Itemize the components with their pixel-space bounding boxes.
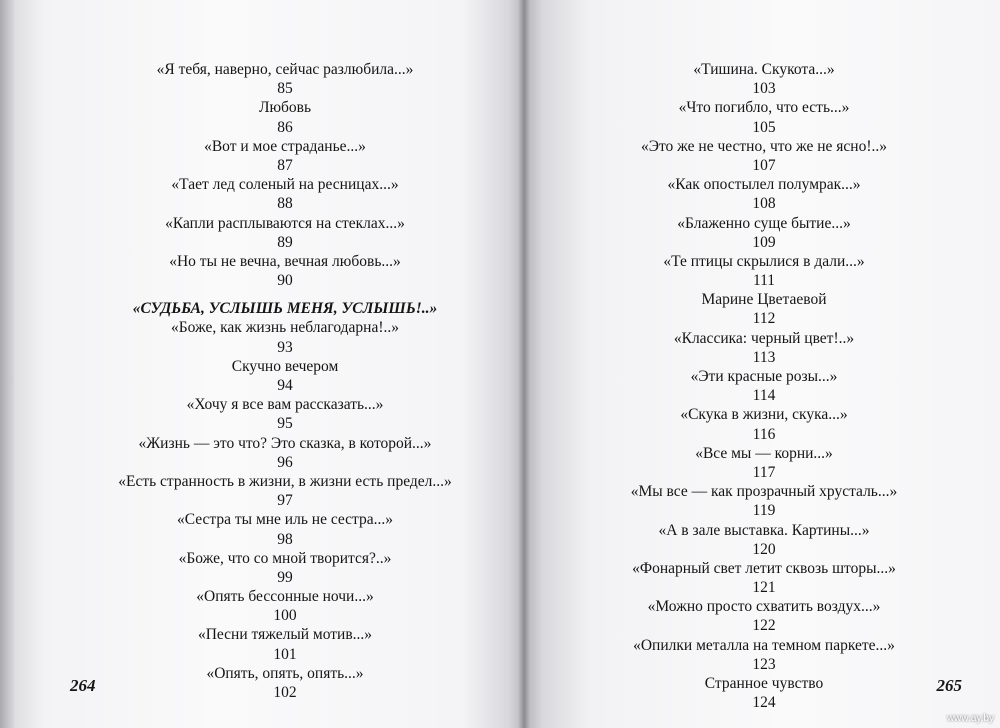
toc-entry-page-number: 108	[752, 195, 776, 213]
toc-entry-page-number: 103	[752, 80, 776, 98]
toc-entry	[54, 434, 516, 472]
toc-entry-title: «Тишина. Скукота...»	[693, 61, 835, 78]
toc-entry-title: «Это же не честно, что же не ясно!..»	[640, 137, 887, 155]
toc-entry-title: «Хочу я все вам рассказать...»	[186, 396, 384, 414]
toc-entry	[54, 702, 516, 728]
toc-entry	[54, 98, 516, 136]
section-heading: «СУДЬБА, УСЛЫШЬ МЕНЯ, УСЛЫШЬ!..»	[132, 300, 438, 318]
page-stack-edge	[0, 0, 14, 728]
toc-entry-page-number: 98	[277, 530, 293, 548]
toc-entry	[544, 329, 984, 367]
toc-entry	[544, 405, 984, 443]
toc-entry	[544, 444, 984, 482]
watermark: www.ay.by	[946, 713, 994, 724]
toc-entry-page-number: 86	[277, 118, 293, 136]
toc-entry-page-number: 88	[277, 195, 293, 213]
toc-entry-page-number: 121	[752, 579, 776, 597]
toc-entry-title: Любовь	[258, 99, 312, 117]
left-page	[14, 0, 524, 728]
toc-entry-title: «Скука в жизни, скука...»	[680, 406, 848, 424]
table-of-contents-right	[544, 60, 984, 712]
toc-entry-page-number: 96	[277, 453, 293, 471]
toc-entry	[544, 252, 984, 290]
right-page	[524, 0, 1000, 728]
toc-entry-page-number: 100	[273, 607, 297, 625]
toc-entry-page-number: 93	[277, 338, 293, 356]
toc-entry	[544, 636, 984, 674]
toc-entry-page-number: 90	[277, 272, 293, 290]
toc-entry-title	[54, 702, 516, 721]
toc-entry	[544, 482, 984, 520]
toc-entry-title: «Опять бессонные ночи...»	[196, 588, 374, 606]
toc-entry-title: «Можно просто схватить воздух...»	[647, 598, 881, 616]
toc-entry	[544, 597, 984, 635]
toc-entry	[54, 318, 516, 356]
toc-entry-title: «Как опостылел полумрак...»	[667, 176, 861, 194]
toc-entry	[544, 559, 984, 597]
toc-entry-page-number: 114	[752, 387, 776, 405]
toc-entry-page-number: 113	[752, 348, 776, 366]
toc-entry-page-number: 109	[752, 233, 776, 251]
toc-entry-title: «Сестра ты мне иль не сестра...»	[176, 511, 394, 529]
toc-entry	[54, 252, 516, 290]
toc-entry-title: «Блаженно суще бытие...»	[677, 214, 851, 232]
toc-entry-title: «Вот и мое страданье...»	[204, 137, 366, 155]
toc-entry	[54, 587, 516, 625]
page-number-right: 265	[936, 676, 962, 695]
toc-entry-title: «Все мы — корни...»	[695, 444, 833, 462]
toc-entry	[54, 357, 516, 395]
toc-entry-title: «Есть странность в жизни, в жизни есть предел...»	[118, 472, 452, 490]
toc-entry-page-number: 85	[277, 80, 293, 98]
toc-entry-title: «Эти красные розы...»	[690, 368, 838, 385]
toc-entry-page-number: 124	[752, 694, 776, 712]
toc-entry-page-number: 87	[277, 156, 293, 174]
toc-entry-page-number: 95	[277, 415, 293, 433]
toc-entry-title: «Боже, что со мной творится?..»	[178, 549, 392, 567]
toc-entry	[544, 367, 984, 405]
toc-entry	[544, 137, 984, 175]
toc-entry-page-number: 120	[752, 540, 776, 558]
toc-entry	[544, 674, 984, 712]
toc-entry-page-number: 101	[273, 645, 297, 663]
toc-entry-page-number: 123	[752, 655, 776, 673]
table-of-contents-left	[54, 60, 516, 728]
toc-entry	[54, 60, 516, 98]
toc-entry-page-number: 89	[277, 233, 293, 251]
toc-entry-page-number	[54, 721, 516, 728]
toc-entry-title: «Жизнь — это что? Это сказка, в которой...»	[138, 434, 432, 452]
toc-entry-title: «Что погибло, что есть...»	[678, 99, 850, 117]
toc-entry-page-number: 112	[752, 310, 776, 328]
toc-entry	[54, 625, 516, 663]
toc-entry	[544, 98, 984, 136]
toc-entry-page-number: 97	[277, 492, 293, 510]
toc-entry-title: «Фонарный свет летит сквозь шторы...»	[632, 559, 896, 577]
toc-entry-page-number: 105	[752, 118, 776, 136]
toc-entry-title: «Опять, опять, опять...»	[206, 664, 364, 682]
toc-entry-title: «Те птицы скрылися в дали...»	[663, 252, 865, 270]
toc-entry-title: «Песни тяжелый мотив...»	[197, 626, 373, 644]
toc-entry-title: «Мы все — как прозрачный хрусталь...»	[630, 483, 898, 501]
page-number-left: 264	[70, 676, 96, 695]
toc-entry	[54, 137, 516, 175]
toc-entry	[54, 214, 516, 252]
toc-entry	[544, 175, 984, 213]
toc-entry	[54, 395, 516, 433]
toc-entry-page-number: 122	[752, 617, 776, 635]
toc-entry	[54, 510, 516, 548]
toc-entry	[544, 214, 984, 252]
book-gutter	[518, 0, 530, 728]
toc-entry-page-number: 102	[273, 684, 297, 702]
toc-entry-title: Марине Цветаевой	[701, 291, 827, 309]
toc-entry-title: «А в зале выставка. Картины...»	[658, 521, 870, 539]
toc-entry-title: «Тает лед соленый на ресницах...»	[171, 176, 399, 194]
toc-entry-title: «Капли расплываются на стеклах...»	[165, 214, 405, 232]
toc-entry-title: «Я тебя, наверно, сейчас разлюбила...»	[156, 61, 414, 78]
toc-entry-title: «Но ты не вечна, вечная любовь...»	[169, 252, 401, 270]
toc-entry	[544, 290, 984, 328]
toc-entry-title: «Боже, как жизнь неблагодарна!..»	[170, 319, 399, 337]
toc-entry	[544, 521, 984, 559]
toc-entry	[54, 175, 516, 213]
toc-entry-page-number: 119	[752, 502, 776, 520]
toc-entry-title: Скучно вечером	[231, 357, 339, 375]
toc-section	[54, 299, 516, 318]
toc-entry-title: «Классика: черный цвет!..»	[673, 329, 855, 347]
toc-entry	[54, 549, 516, 587]
toc-entry-title: Странное чувство	[704, 675, 824, 692]
toc-entry-page-number: 117	[752, 463, 776, 481]
toc-entry-page-number: 111	[752, 272, 776, 290]
toc-entry-page-number: 99	[277, 568, 293, 586]
toc-entry-title: «Опилки металла на темном паркете...»	[633, 636, 895, 654]
toc-entry-page-number: 116	[752, 425, 776, 443]
toc-entry	[544, 60, 984, 98]
toc-entry-page-number: 107	[752, 156, 776, 174]
toc-entry	[54, 472, 516, 510]
toc-entry	[54, 664, 516, 702]
toc-entry-page-number: 94	[277, 377, 293, 395]
